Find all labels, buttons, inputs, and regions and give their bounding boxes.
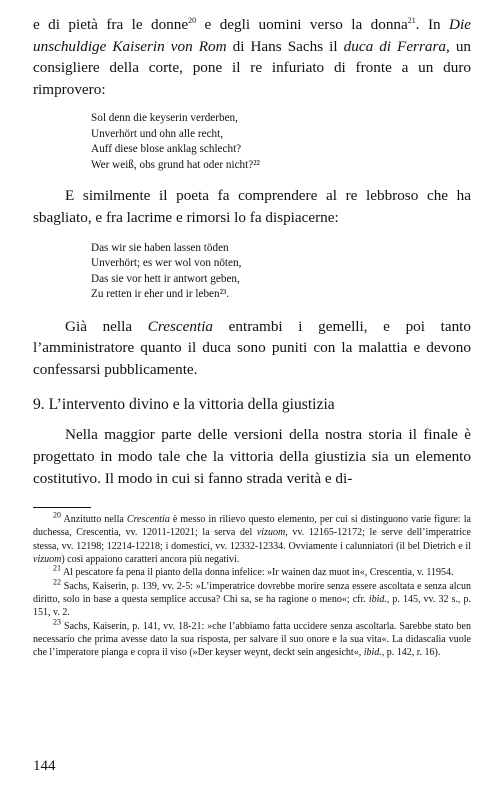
footnote-ref: 20	[53, 510, 61, 520]
text-run: e di pietà fra le donne	[33, 16, 189, 33]
text-run: Già nella	[65, 317, 148, 335]
verse-block-2	[33, 241, 471, 303]
italic-text: vizuom	[33, 554, 62, 566]
footnotes	[33, 510, 471, 659]
page-content	[33, 14, 471, 659]
text-run: , p. 145, vv. 32 s., p. 151, v. 2.	[33, 593, 471, 619]
paragraph-3	[33, 316, 471, 381]
footnote-21-text	[33, 563, 454, 579]
paragraph-4	[33, 424, 471, 489]
text-run: entrambi i gemelli, e poi tanto l’amministratore quanto il duca sono puniti con la malattia e devono confessarsi pubblicamente.	[33, 317, 472, 378]
verse-line: Unverhört; es wer wol von nöten,	[91, 257, 242, 270]
text-run: e degli uomini verso la donna	[196, 16, 408, 33]
footnote-ref: 21	[53, 563, 61, 573]
footnote-23-text	[33, 617, 471, 659]
footnote-ref: 23	[53, 617, 61, 627]
italic-text: vizuom	[256, 527, 286, 539]
verse-block-1	[33, 111, 471, 173]
footnote-21	[33, 563, 471, 579]
footnote-22	[33, 577, 471, 620]
paragraph-1	[33, 14, 471, 100]
text-run: E similmente il poeta fa comprendere al re lebbroso che ha sbagliato, e fra lacrime e rimorsi lo fa dispiacerne:	[33, 187, 471, 226]
footnote-23	[33, 617, 471, 660]
section-heading: 9. L’intervento divino e la vittoria della giustizia	[33, 396, 335, 414]
verse-line: Zu retten ir eher und ir leben²³.	[91, 288, 230, 301]
footnote-separator	[33, 507, 91, 508]
verse-line: Wer weiß, obs grund hat oder nicht?²²	[91, 158, 260, 171]
italic-text: ibid.	[363, 647, 382, 659]
text-run: Al pescatore fa pena il pianto della donna infelice: »Ir wainen daz muot in«, Crescentia, v. 11954.	[61, 567, 454, 579]
text-run: Nella maggior parte delle versioni della nostra storia il finale è progettato in modo tale che la vittoria della giustizia sia un elemento costitutivo. Il modo in cui si fanno strada verità e di-	[33, 426, 471, 487]
verse-line: Auff diese blose anklag schlecht?	[91, 143, 242, 156]
footnote-ref: 21	[407, 15, 416, 25]
text-run: Anzitutto nella	[61, 514, 127, 526]
footnote-20-text	[33, 510, 471, 566]
page-number: 144	[33, 758, 56, 774]
italic-text: ibid.	[368, 593, 387, 605]
italic-text: Crescentia	[126, 514, 170, 526]
paragraph-2	[33, 185, 471, 228]
text-run: Sachs, Kaiserin, p. 139, vv. 2-5: »L’imperatrice dovrebbe morire senza essere ascoltata e senza alcun diritto, solo in base a questa semplice accusa? Chi sa, se ha ragione o meno«; cfr.	[33, 580, 471, 605]
italic-text: Crescentia	[147, 317, 214, 335]
text-run: , un consigliere della corte, pone il re infuriato di fronte a un duro rimprovero:	[33, 37, 471, 98]
text-run: di Hans Sachs il	[226, 37, 344, 55]
italic-text: Die unschuldige Kaiserin von Rom	[33, 16, 471, 55]
text-run: . In	[415, 16, 450, 33]
text-run: è messo in rilievo questo elemento, per cui si distinguono varie figure: la duchessa, Crescentia, vv. 12011-12021; la serva del	[33, 514, 471, 539]
text-run: ) così appaiono caratteri ancora più negativi.	[61, 554, 240, 566]
italic-text: duca di Ferrara	[343, 37, 446, 55]
verse-line: Das sie vor hett ir antwort geben,	[91, 272, 240, 285]
text-run: , vv. 12165-12172; le serve dell’imperatrice stessa, vv. 12198; 12214-12218; i domestici, vv. 12332-12334. Ovviamente i calunniatori (il bel Dietrich e il	[33, 527, 471, 552]
footnote-22-text	[33, 577, 471, 619]
footnote-ref: 20	[188, 15, 197, 25]
footnote-20	[33, 510, 471, 566]
text-run: Sachs, Kaiserin, p. 141, vv. 18-21: »che l’abbiamo fatta uccidere senza ascoltarla. Sarebbe stato ben necessario che prima avesse dato la sua risposta, per salvare il suo onore e la sua vita«. La didascalia vuole che l’imperatore pianga e copra il viso (»Der keyser weynt, deckt sein angesicht«,	[33, 620, 471, 659]
verse-line: Sol denn die keyserin verderben,	[91, 112, 238, 125]
text-run: , p. 142, r. 16).	[381, 647, 441, 659]
verse-line: Das wir sie haben lassen töden	[91, 241, 229, 254]
footnote-ref: 22	[53, 577, 61, 587]
verse-line: Unverhört und ohn alle recht,	[91, 127, 224, 140]
